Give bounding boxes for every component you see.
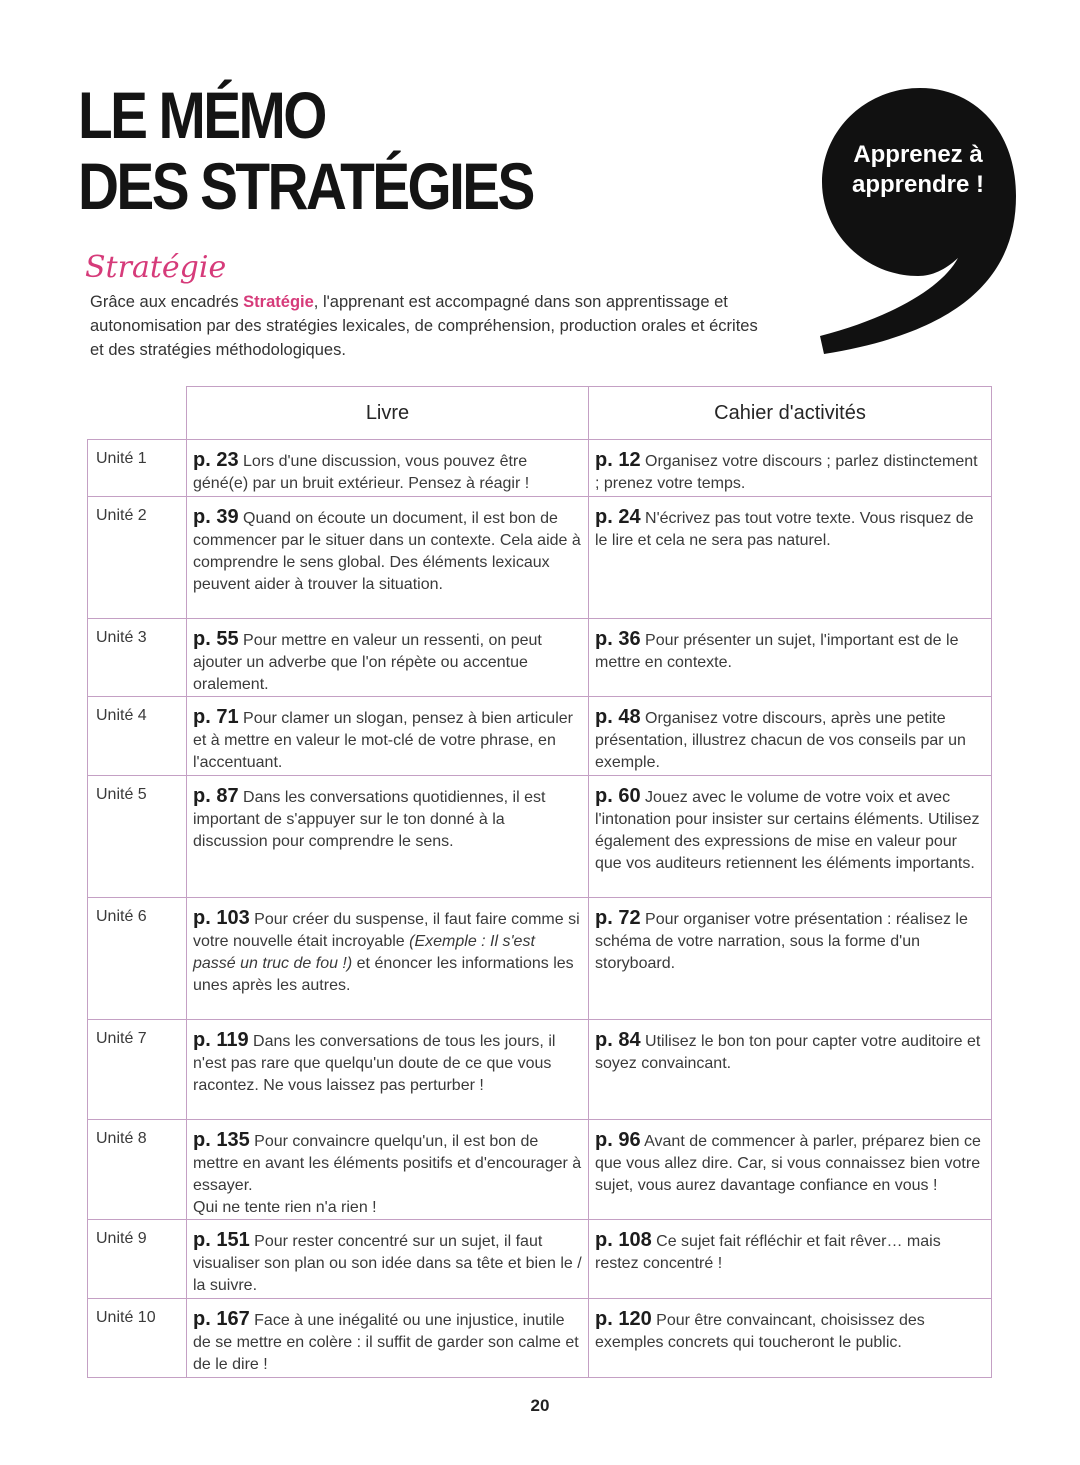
cahier-page: p. 12 [595, 449, 641, 471]
livre-cell [187, 1299, 589, 1378]
livre-cell [187, 898, 589, 1020]
livre-page: p. 135 [193, 1129, 250, 1151]
cahier-cell [589, 497, 992, 619]
table-row [88, 697, 992, 776]
badge-line-2: apprendre ! [851, 171, 985, 198]
livre-page: p. 119 [193, 1029, 249, 1051]
livre-text-2: Qui ne tente rien n'a rien ! [193, 1199, 377, 1216]
livre-page: p. 23 [193, 449, 239, 471]
livre-page: p. 39 [193, 506, 239, 528]
title-line-1: LE MÉMO [78, 78, 325, 152]
livre-cell [187, 1220, 589, 1299]
table-row [88, 1299, 992, 1378]
livre-cell [187, 1120, 589, 1220]
livre-cell [187, 1020, 589, 1120]
table-row [88, 898, 992, 1020]
cahier-text: Jouez avec le volume de votre voix et avec l'intonation pour insister sur certains éléments. Utilisez également des expressions de mise en valeur pour que vos auditeurs retiennent les éléments importants. [595, 789, 980, 872]
livre-cell [187, 440, 589, 497]
cahier-page: p. 120 [595, 1308, 652, 1330]
livre-cell [187, 697, 589, 776]
cahier-page: p. 72 [595, 907, 641, 929]
cahier-text: Pour organiser votre présentation : réalisez le schéma de votre narration, sous la forme d'un storyboard. [595, 911, 968, 972]
table-row [88, 1120, 992, 1220]
unit-label: Unité 7 [88, 1020, 187, 1120]
livre-page: p. 167 [193, 1308, 250, 1330]
livre-page: p. 151 [193, 1229, 250, 1251]
cahier-page: p. 36 [595, 628, 641, 650]
cahier-cell [589, 619, 992, 697]
cahier-cell [589, 697, 992, 776]
table-row [88, 497, 992, 619]
cahier-cell [589, 1120, 992, 1220]
cahier-page: p. 84 [595, 1029, 641, 1051]
livre-cell [187, 619, 589, 697]
unit-label: Unité 5 [88, 776, 187, 898]
livre-text: Dans les conversations quotidiennes, il est important de s'appuyer sur le ton donné à la discussion pour comprendre le sens. [193, 789, 546, 850]
cahier-cell [589, 776, 992, 898]
cahier-text: Pour présenter un sujet, l'important est de le mettre en contexte. [595, 632, 959, 671]
badge-line-1: Apprenez à [853, 141, 983, 168]
comma-icon [820, 86, 1020, 358]
unit-label: Unité 4 [88, 697, 187, 776]
cahier-cell [589, 1020, 992, 1120]
cahier-text: Avant de commencer à parler, préparez bien ce que vous allez dire. Car, si vous connaissez bien votre sujet, vous aurez davantage confiance en vous ! [595, 1133, 981, 1194]
unit-label: Unité 9 [88, 1220, 187, 1299]
cahier-cell [589, 898, 992, 1020]
table-row [88, 440, 992, 497]
cahier-page: p. 108 [595, 1229, 652, 1251]
livre-text-2: et énoncer les informations les unes après les autres. [193, 955, 574, 994]
cahier-cell [589, 1220, 992, 1299]
cahier-page: p. 24 [595, 506, 641, 528]
col-header-cahier: Cahier d'activités [589, 387, 992, 440]
cahier-text: N'écrivez pas tout votre texte. Vous risquez de le lire et cela ne sera pas naturel. [595, 510, 974, 549]
unit-label: Unité 8 [88, 1120, 187, 1220]
title-line-2: DES STRATÉGIES [78, 149, 533, 223]
table-row [88, 776, 992, 898]
unit-label: Unité 6 [88, 898, 187, 1020]
col-header-livre: Livre [187, 387, 589, 440]
unit-label: Unité 1 [88, 440, 187, 497]
livre-cell [187, 776, 589, 898]
table-header-row [88, 387, 992, 440]
intro-paragraph [90, 290, 770, 362]
header-blank-cell [88, 387, 187, 440]
table-row [88, 619, 992, 697]
cahier-text: Pour être convaincant, choisissez des exemples concrets qui toucheront le public. [595, 1312, 925, 1351]
livre-text: Lors d'une discussion, vous pouvez être géné(e) par un bruit extérieur. Pensez à réagir ! [193, 453, 530, 492]
page-title [78, 80, 533, 222]
livre-page: p. 71 [193, 706, 239, 728]
cahier-cell [589, 440, 992, 497]
livre-text: Pour créer du suspense, il faut faire comme si votre nouvelle était incroyable [193, 911, 580, 950]
livre-page: p. 87 [193, 785, 239, 807]
intro-text-after: , l'apprenant est accompagné dans son apprentissage et autonomisation par des stratégies lexicales, de compréhension, production orales et écrites et des stratégies méthodologiques. [90, 293, 758, 359]
livre-page: p. 103 [193, 907, 250, 929]
livre-example: (Exemple : Il s'est passé un truc de fou !) [193, 933, 535, 972]
cahier-page: p. 48 [595, 706, 641, 728]
table-row [88, 1220, 992, 1299]
unit-label: Unité 2 [88, 497, 187, 619]
cahier-text: Utilisez le bon ton pour capter votre auditoire et soyez convaincant. [595, 1033, 981, 1072]
livre-text: Quand on écoute un document, il est bon de commencer par le situer dans un contexte. Cela aide à comprendre le sens global. Des éléments lexicaux peuvent aider à trouver la situation. [193, 510, 581, 593]
page-number: 20 [530, 1396, 550, 1415]
cahier-page: p. 60 [595, 785, 641, 807]
intro-text-before: Grâce aux encadrés [90, 293, 244, 311]
table-row [88, 1020, 992, 1120]
livre-text: Pour mettre en valeur un ressenti, on peut ajouter un adverbe que l'on répète ou accentue oralement. [193, 632, 542, 693]
livre-text: Pour clamer un slogan, pensez à bien articuler et à mettre en valeur le mot-clé de votre phrase, en l'accentuant. [193, 710, 573, 771]
livre-page: p. 55 [193, 628, 239, 650]
unit-label: Unité 3 [88, 619, 187, 697]
cahier-text: Organisez votre discours, après une petite présentation, illustrez chacun de vos conseils par un exemple. [595, 710, 966, 771]
livre-text: Dans les conversations de tous les jours, il n'est pas rare que quelqu'un doute de ce que vous racontez. Ne vous laissez pas perturber ! [193, 1033, 556, 1094]
livre-cell [187, 497, 589, 619]
livre-text: Pour rester concentré sur un sujet, il faut visualiser son plan ou son idée dans sa tête et bien le / la suivre. [193, 1233, 582, 1294]
cahier-text: Ce sujet fait réfléchir et fait rêver… mais restez concentré ! [595, 1233, 941, 1272]
cahier-text: Organisez votre discours ; parlez distinctement ; prenez votre temps. [595, 453, 978, 492]
intro-highlight: Stratégie [243, 293, 314, 311]
cahier-cell [589, 1299, 992, 1378]
unit-label: Unité 10 [88, 1299, 187, 1378]
strategie-heading: Stratégie [85, 250, 227, 285]
livre-text: Face à une inégalité ou une injustice, inutile de se mettre en colère : il suffit de garder son calme et de le dire ! [193, 1312, 579, 1373]
cahier-page: p. 96 [595, 1129, 641, 1151]
livre-text: Pour convaincre quelqu'un, il est bon de mettre en avant les éléments positifs et d'encourager à essayer. [193, 1133, 582, 1194]
strategies-table [87, 386, 992, 1378]
badge-text [820, 140, 1016, 200]
